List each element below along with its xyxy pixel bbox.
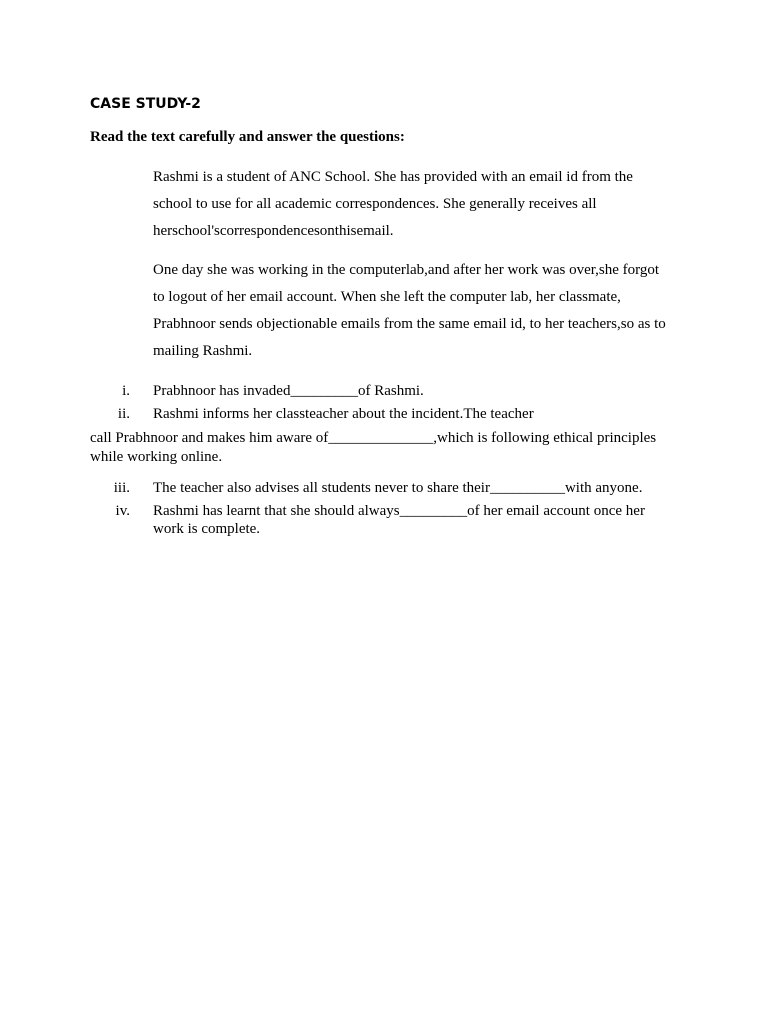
question-number-iv: iv. [115, 503, 130, 519]
passage-line: school to use for all academic correspondences. She generally receives all [153, 196, 597, 212]
question-number-iii: iii. [113, 480, 130, 496]
passage-line: One day she was working in the computerlab,and after her work was over,she forgot [153, 262, 660, 278]
passage-line: to logout of her email account. When she left the computer lab, her classmate, [153, 289, 621, 305]
question-iv-continuation: work is complete. [153, 521, 261, 537]
question-iii-text: The teacher also advises all students never to share their__________with anyone. [153, 480, 643, 496]
question-ii-continuation: while working online. [90, 449, 223, 465]
passage-paragraph-2 [153, 257, 683, 365]
question-i-text: Prabhnoor has invaded_________of Rashmi. [153, 383, 424, 399]
question-number-i: i. [122, 383, 130, 399]
question-number-ii: ii. [117, 406, 130, 422]
question-ii-continuation: call Prabhnoor and makes him aware of______________,which is following ethical principles [90, 430, 657, 446]
case-study-heading: CASE STUDY-2 [90, 96, 201, 112]
passage-line: herschool'scorrespondencesonthisemail. [153, 223, 394, 239]
question-ii-text: Rashmi informs her classteacher about the incident.The teacher [153, 406, 534, 422]
passage-line: Rashmi is a student of ANC School. She has provided with an email id from the [153, 169, 633, 185]
passage-line: mailing Rashmi. [153, 343, 253, 359]
instruction-text: Read the text carefully and answer the questions: [90, 129, 405, 145]
passage-paragraph-1 [153, 164, 683, 245]
passage-line: Prabhnoor sends objectionable emails from the same email id, to her teachers,so as to [153, 316, 666, 332]
question-iv-text: Rashmi has learnt that she should always_________of her email account once her [153, 503, 645, 519]
